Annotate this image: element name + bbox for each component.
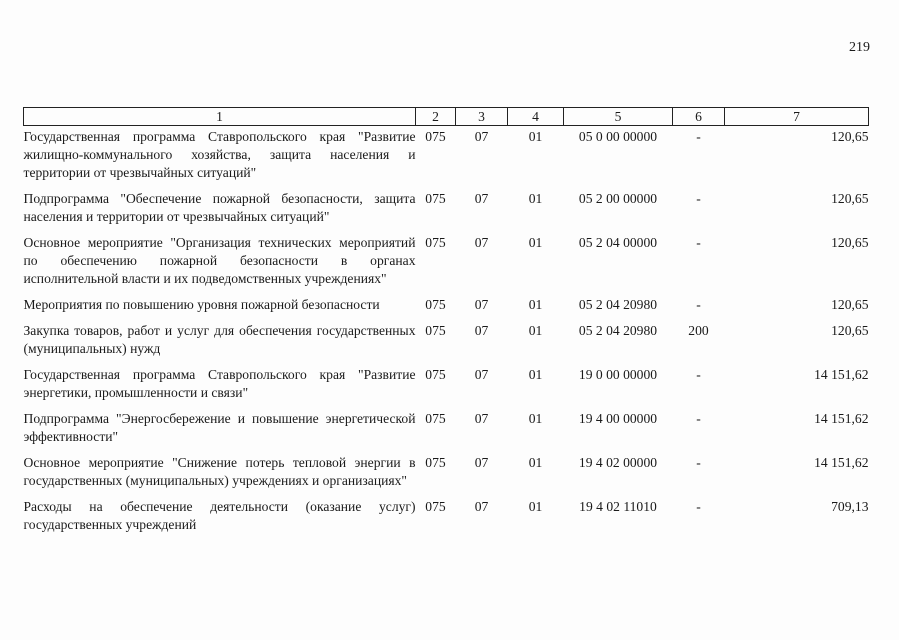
row-amount: 120,65 (831, 297, 869, 312)
row-section: 07 (474, 129, 489, 144)
table-row (24, 408, 869, 452)
table-row (24, 364, 869, 408)
row-name: Расходы на обеспечение деятельности (оказание услуг) государственных учреждений (23, 499, 416, 532)
row-amount: 14 151,62 (814, 367, 869, 382)
row-target: 19 4 02 11010 (579, 499, 657, 514)
row-subsection: 01 (528, 499, 543, 514)
row-section: 07 (474, 455, 489, 470)
header-col-4: 4 (508, 108, 564, 126)
table-row (24, 126, 869, 189)
row-amount: 120,65 (831, 235, 869, 250)
row-expense-type: - (696, 411, 701, 426)
row-subsection: 01 (528, 323, 543, 338)
row-amount: 120,65 (831, 323, 869, 338)
row-section: 07 (474, 235, 489, 250)
row-ministry: 075 (425, 367, 446, 382)
row-ministry: 075 (425, 297, 446, 312)
row-amount: 120,65 (831, 129, 869, 144)
row-name: Подпрограмма "Обеспечение пожарной безопасности, защита населения и территории от чрезвычайных ситуаций" (23, 191, 416, 224)
row-expense-type: - (696, 455, 701, 470)
row-section: 07 (474, 499, 489, 514)
row-target: 05 0 00 00000 (578, 129, 658, 144)
row-ministry: 075 (425, 191, 446, 206)
table-row (24, 496, 869, 540)
row-section: 07 (474, 411, 489, 426)
row-subsection: 01 (528, 235, 543, 250)
header-col-1: 1 (24, 108, 416, 126)
row-target: 05 2 04 20980 (578, 297, 658, 312)
table-row (24, 294, 869, 320)
row-target: 19 4 02 00000 (578, 455, 658, 470)
row-section: 07 (474, 191, 489, 206)
row-ministry: 075 (425, 129, 446, 144)
row-subsection: 01 (528, 297, 543, 312)
row-ministry: 075 (425, 235, 446, 250)
table-row (24, 232, 869, 294)
row-subsection: 01 (528, 191, 543, 206)
row-amount: 709,13 (831, 499, 869, 514)
row-subsection: 01 (528, 129, 543, 144)
header-row (24, 108, 869, 126)
row-expense-type: - (696, 129, 701, 144)
row-expense-type: - (696, 235, 701, 250)
row-expense-type: - (696, 297, 701, 312)
row-amount: 120,65 (831, 191, 869, 206)
row-name: Государственная программа Ставропольского края "Развитие энергетики, промышленности и связи" (23, 367, 416, 400)
row-name: Основное мероприятие "Снижение потерь тепловой энергии в государственных (муниципальных) учреждениях и организациях" (23, 455, 416, 488)
page-number: 219 (849, 40, 870, 55)
row-name: Основное мероприятие "Организация технических мероприятий по обеспечению пожарной безопасности в органах исполнительной власти и их подведомственных учреждениях" (23, 235, 416, 286)
row-target: 05 2 04 00000 (578, 235, 658, 250)
header-col-7: 7 (725, 108, 869, 126)
row-expense-type: 200 (688, 323, 709, 338)
row-section: 07 (474, 367, 489, 382)
header-col-6: 6 (673, 108, 725, 126)
row-target: 19 4 00 00000 (578, 411, 658, 426)
row-expense-type: - (696, 191, 701, 206)
header-col-2: 2 (416, 108, 456, 126)
row-name: Подпрограмма "Энергосбережение и повышение энергетической эффективности" (23, 411, 416, 444)
row-amount: 14 151,62 (814, 455, 869, 470)
row-amount: 14 151,62 (814, 411, 869, 426)
row-expense-type: - (696, 499, 701, 514)
row-section: 07 (474, 297, 489, 312)
row-subsection: 01 (528, 411, 543, 426)
row-name: Государственная программа Ставропольского края "Развитие жилищно-коммунального хозяйства, защита населения и территории от чрезвычайных ситуаций" (23, 129, 416, 180)
row-expense-type: - (696, 367, 701, 382)
row-target: 19 0 00 00000 (578, 367, 658, 382)
header-col-5: 5 (564, 108, 673, 126)
row-target: 05 2 04 20980 (578, 323, 658, 338)
row-ministry: 075 (425, 499, 446, 514)
row-ministry: 075 (425, 411, 446, 426)
row-subsection: 01 (528, 367, 543, 382)
row-name: Закупка товаров, работ и услуг для обеспечения государственных (муниципальных) нужд (23, 323, 416, 356)
row-name: Мероприятия по повышению уровня пожарной безопасности (23, 297, 380, 312)
row-section: 07 (474, 323, 489, 338)
table-row (24, 188, 869, 232)
budget-table (23, 107, 869, 540)
table-row (24, 452, 869, 496)
row-ministry: 075 (425, 323, 446, 338)
row-subsection: 01 (528, 455, 543, 470)
table-row (24, 320, 869, 364)
header-col-3: 3 (456, 108, 508, 126)
row-ministry: 075 (425, 455, 446, 470)
row-target: 05 2 00 00000 (578, 191, 658, 206)
